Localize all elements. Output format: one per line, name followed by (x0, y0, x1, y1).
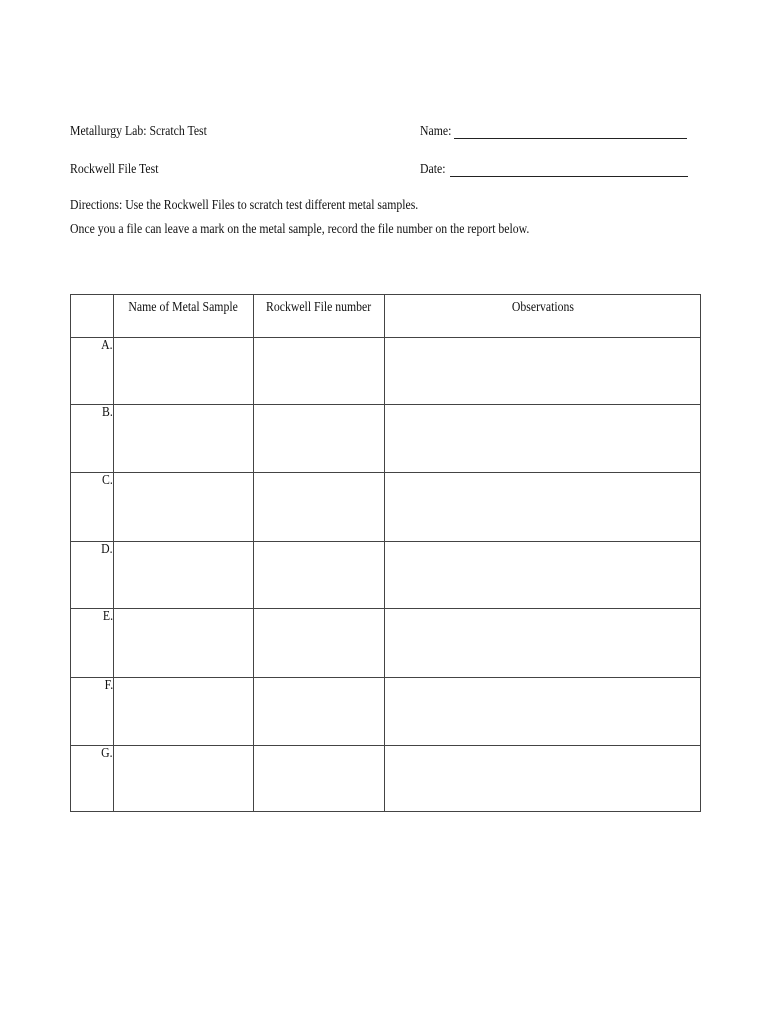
column-header-label (71, 295, 114, 338)
report-table (70, 294, 701, 812)
table-row (71, 542, 701, 609)
table-row (71, 609, 701, 678)
metal-cell[interactable] (114, 405, 254, 473)
column-header-file-number: Rockwell File number (254, 295, 385, 338)
metal-cell[interactable] (114, 338, 254, 405)
metal-cell[interactable] (114, 746, 254, 812)
table-header-row (71, 295, 701, 338)
observations-cell[interactable] (385, 609, 701, 678)
row-label: C. (71, 473, 114, 542)
metal-cell[interactable] (114, 678, 254, 746)
lab-subtitle: Rockwell File Test (70, 162, 159, 177)
row-label: D. (71, 542, 114, 609)
file-number-cell[interactable] (254, 746, 385, 812)
name-label: Name: (420, 124, 452, 139)
observations-cell[interactable] (385, 678, 701, 746)
row-label: G. (71, 746, 114, 812)
metal-cell[interactable] (114, 473, 254, 542)
metal-cell[interactable] (114, 542, 254, 609)
row-label: E. (71, 609, 114, 678)
metal-cell[interactable] (114, 609, 254, 678)
file-number-cell[interactable] (254, 473, 385, 542)
file-number-cell[interactable] (254, 609, 385, 678)
observations-cell[interactable] (385, 338, 701, 405)
table-row (71, 405, 701, 473)
table-row (71, 473, 701, 542)
table-row (71, 746, 701, 812)
table-row (71, 678, 701, 746)
file-number-cell[interactable] (254, 338, 385, 405)
date-field-line[interactable] (450, 176, 688, 177)
date-label: Date: (420, 162, 446, 177)
directions-line-1: Directions: Use the Rockwell Files to scratch test different metal samples. (70, 198, 419, 213)
directions-line-2: Once you a file can leave a mark on the metal sample, record the file number on the report below. (70, 222, 530, 237)
observations-cell[interactable] (385, 746, 701, 812)
row-label: A. (71, 338, 114, 405)
column-header-metal: Name of Metal Sample (114, 295, 254, 338)
observations-cell[interactable] (385, 473, 701, 542)
observations-cell[interactable] (385, 542, 701, 609)
row-label: B. (71, 405, 114, 473)
name-field-line[interactable] (454, 138, 687, 139)
file-number-cell[interactable] (254, 542, 385, 609)
column-header-observations: Observations (385, 295, 701, 338)
table-row (71, 338, 701, 405)
file-number-cell[interactable] (254, 405, 385, 473)
lab-title: Metallurgy Lab: Scratch Test (70, 124, 207, 139)
file-number-cell[interactable] (254, 678, 385, 746)
row-label: F. (71, 678, 114, 746)
observations-cell[interactable] (385, 405, 701, 473)
